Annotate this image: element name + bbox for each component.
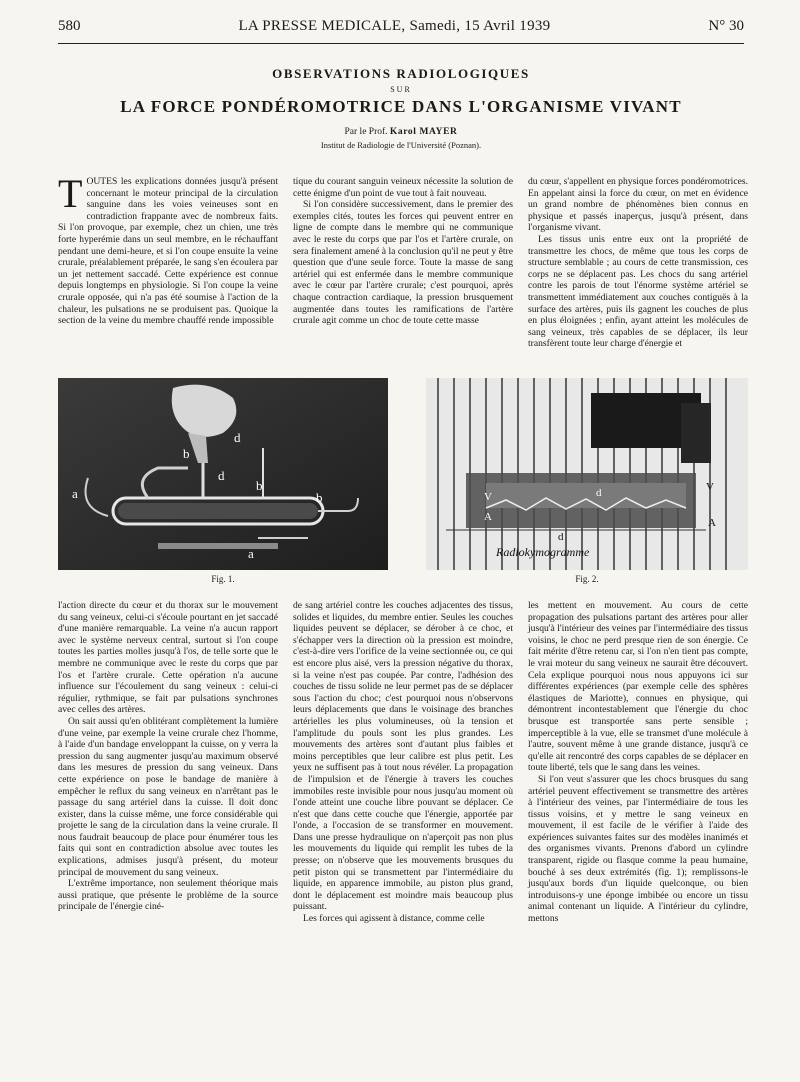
fig2-label: d	[558, 531, 564, 543]
text-columns-top	[58, 171, 748, 350]
running-head	[58, 18, 744, 44]
fig1-label: b	[183, 446, 190, 461]
paragraph: Si l'on considère successivement, dans le premier des exemples cités, toutes les forces qui peuvent entrer en ligne de compte dans le membre qui ne communique avec le reste du corps que par l'os et l'artère crurale, on sera finalement amené à la conclusion qu'il ne peut y être question que d'une seule force. Toute la masse de sang artériel qui est enfermée dans le membre communique avec le cœur par l'artère crurale; c'est pourquoi, après chaque contraction cardiaque, la pression brusquement augmentée dans toutes les ramifications de l'artère crurale agit comme un choc de toute cette masse	[293, 199, 513, 327]
figure-1	[58, 378, 388, 584]
paragraph: L'extrême importance, non seulement théorique mais aussi pratique, que présente le problème de la source principale de l'énergie ciné-	[58, 878, 278, 913]
article-title-block	[58, 66, 744, 150]
figure-2-caption: Fig. 2.	[575, 574, 599, 584]
page-number: 580	[58, 18, 81, 34]
author-affiliation: Institut de Radiologie de l'Université (Poznan).	[320, 140, 482, 150]
column-1-bottom	[58, 600, 278, 925]
text-columns-bottom	[58, 600, 748, 925]
paragraph: Si l'on veut s'assurer que les chocs brusques du sang artériel peuvent effectivement se transmettre des artères à l'intérieur des veines, par l'intermédiaire de tous les tissus voisins, et y mettre le sang veineux en mouvement, il est facile de le vérifier à l'aide des expériences suivantes faites sur des modèles inanimés et des organismes vivants. Prenons d'abord un cylindre transparent, rigide ou flasque comme la peau humaine, bouché à ses deux extrémités (fig. 1); remplissons-le jusqu'aux bords d'un liquide quelconque, ou bien introduisons-y une éponge imbibée ou encore un tissu animal contenant un liquide. A l'intérieur du cylindre, mettons	[528, 773, 748, 925]
author-name: Karol MAYER	[389, 127, 458, 137]
figure-2	[426, 378, 748, 584]
paragraph: de sang artériel contre les couches adjacentes des tissus, solides et liquides, du membre entier. Seules les couches liquides peuvent se déplacer, se dérober à ce choc, et s'échapper vers la direction où la pression est moindre, c'est-à-dire vers l'orifice de la veine sectionnée ou, ce qui est encore plus aisé, vers la pression négative du thorax, si la veine n'est pas coupée. Par contre, l'adhésion des couches de tissu solide ne leur permet pas de se déplacer sous l'action du choc; c'est pourquoi nous n'observons leurs déplacements que dans le voisinage des branches artérielles les plus volumineuses, où la tension et l'amplitude du pouls sont les plus grandes. Les mouvements des artères sont d'autant plus faibles et moins perceptibles que leur calibre est plus petit. Les yeux ne suffisent pas à tout nous révéler. La propagation de l'impulsion et de l'énergie à travers les couches immobiles reste invisible pour nous jusqu'au moment où l'onde atteint une couche libre pouvant se déplacer. Ce n'est que dans cette couche que l'énergie, apportée par l'onde, a l'occasion de se transformer en mouvement. Dans une presse hydraulique on n'aperçoit pas non plus les mouvements du liquide qui remplit les tubes de la presse; on n'observe que les mouvements brusques du petit piston qui se transmettent par l'intermédiaire du liquide, en apparence immobile, au piston plus grand, dont le déplacement est moindre mais beaucoup plus puissant.	[293, 600, 513, 913]
column-3-top	[528, 176, 748, 350]
fig2-label: V	[706, 481, 714, 493]
paragraph: du cœur, s'appellent en physique forces pondéromotrices. En appelant ainsi la force du cœur, on met en évidence un grand nombre de phénomènes bien connus en physique et passés inaperçus, jusqu'à présent, dans l'organisme vivant.	[528, 176, 748, 234]
byline-prefix: Par le Prof.	[344, 127, 390, 137]
paragraph: l'action directe du cœur et du thorax sur le mouvement du sang veineux, celui-ci s'écoule pourtant en jet saccadé d'une manière remarquable. La veine n'a aucun rapport avec le système nerveux central, surtout si l'on coupe toutes les parties molles jusqu'à l'os, de telle sorte que le membre ne communique avec le reste du corps que par l'os et l'artère crurale. Cette opération n'a aucune influence sur l'écoulement du sang veineux : celui-ci régulier, rythmique, se fait par pulsations synchrones avec celles des artères.	[58, 600, 278, 716]
figure-1-caption: Fig. 1.	[211, 574, 235, 584]
column-2-bottom	[293, 600, 513, 925]
paragraph: les mettent en mouvement. Au cours de cette propagation des pulsations partant des artères pour aller jusqu'à l'intérieur des veines par l'intermédiaire des tissus voisins, le choc ne perd presque rien de son énergie. Ce fait mérite d'être retenu car, si l'on n'en tient pas compte, le vrai moteur du sang veineux ne saurait être découvert. Cela explique pourquoi nous nous appuyons ici sur différentes expériences (par exemple celle des sphères élastiques de Mariotte), connues en physique, qui démontrent incontestablement que l'énergie du choc brusque est transportée sans perte sensible ; imperceptible à la vue, elle se transmet d'une molécule à l'autre, souvent même à une grande distance, jusqu'à ce qu'elle ait rencontré des corps capables de se déplacer en toute liberté, tels que le sang dans les veines.	[528, 600, 748, 774]
article-title: LA FORCE PONDÉROMOTRICE DANS L'ORGANISME VIVANT	[120, 97, 682, 116]
paragraph	[58, 171, 278, 327]
article-byline	[58, 127, 744, 137]
drop-cap: T	[58, 171, 83, 216]
fig1-label: a	[72, 486, 78, 501]
issue-number: N° 30	[708, 18, 744, 34]
paragraph: On sait aussi qu'en oblitérant complètement la lumière d'une veine, par exemple la veine crurale chez l'homme, à l'aide d'un bandage enveloppant la cuisse, on y verra la pression du sang augmenter jusqu'au maximum observé dans les mesures de pression du sang veineux. Dans cette expérience on pose le bandage de manière à empêcher le reflux du sang veineux en n'arrêtant pas le passage du sang artériel dans la cuisse. Il doit donc exister, dans la cuisse même, une force considérable qui projette le sang de la circulation dans la veine crurale. Il nous faudrait beaucoup de place pour énumérer tous les faits qui sont en contradiction absolue avec toutes les explications, admises jusqu'à présent, du moteur principal de mouvement du sang veineux.	[58, 715, 278, 878]
fig2-label: A	[708, 517, 716, 529]
paragraph: Les tissus unis entre eux ont la propriété de transmettre les chocs, de même que tous les corps de structure semblable ; au cours de cette transmission, ces corps ne se déplacent pas. Les chocs du sang artériel contre les parois de tout l'énorme système artériel se transmettent immédiatement aux couches contiguës à la surface des artères, puis ils gagnent les couches de plus en plus éloignées ; enfin, ayant atteint les molécules de sang veineux, très capables de se déplacer, ils leur transfèrent toute leur charge d'énergie et	[528, 233, 748, 350]
article-sur: SUR	[390, 85, 412, 94]
journal-title: LA PRESSE MEDICALE, Samedi, 15 Avril 1939	[238, 18, 551, 34]
article-kicker: OBSERVATIONS RADIOLOGIQUES	[272, 66, 530, 81]
fig1-label: b	[316, 490, 323, 505]
figure-1-photo	[58, 378, 388, 570]
paragraph: tique du courant sanguin veineux nécessite la solution de cette énigme d'un point de vue tout à fait nouveau.	[293, 176, 513, 199]
fig1-label: b	[256, 478, 263, 493]
column-1-top	[58, 171, 278, 350]
fig1-label: a	[248, 546, 254, 561]
fig2-inscription: Radiokymogramme	[496, 545, 590, 559]
figure-2-radiograph	[426, 378, 748, 570]
figures-row	[58, 378, 748, 590]
fig1-label: d	[234, 430, 241, 445]
fig2-label: A	[484, 511, 492, 523]
fig1-label: d	[218, 468, 225, 483]
fig2-label: d	[596, 487, 602, 499]
fig2-label: V	[484, 491, 492, 503]
paragraph-text: OUTES les explications données jusqu'à présent concernant le moteur principal de la circulation sanguine dans les voies veineuses sont en contradiction frappante avec de nombreux faits. Si l'on provoque, par exemple, chez un chien, une très forte hyperémie dans un seul membre, en le réchauffant pendant une demi-heure, et si l'on coupe ensuite la veine crurale, préalablement préparée, le sang s'en écoulera par un jet nettement saccadé. Cette expérience est connue depuis longtemps en physiologie. Si l'on coupe la veine crurale opposée, qui n'a pas été soumise à l'action de la chaleur, les pulsations ne se produisent pas. Quoique la section de la veine du membre chauffé rende impossible	[58, 176, 278, 327]
paragraph: Les forces qui agissent à distance, comme celle	[303, 913, 485, 925]
column-2-top	[293, 176, 513, 350]
column-3-bottom	[528, 600, 748, 925]
